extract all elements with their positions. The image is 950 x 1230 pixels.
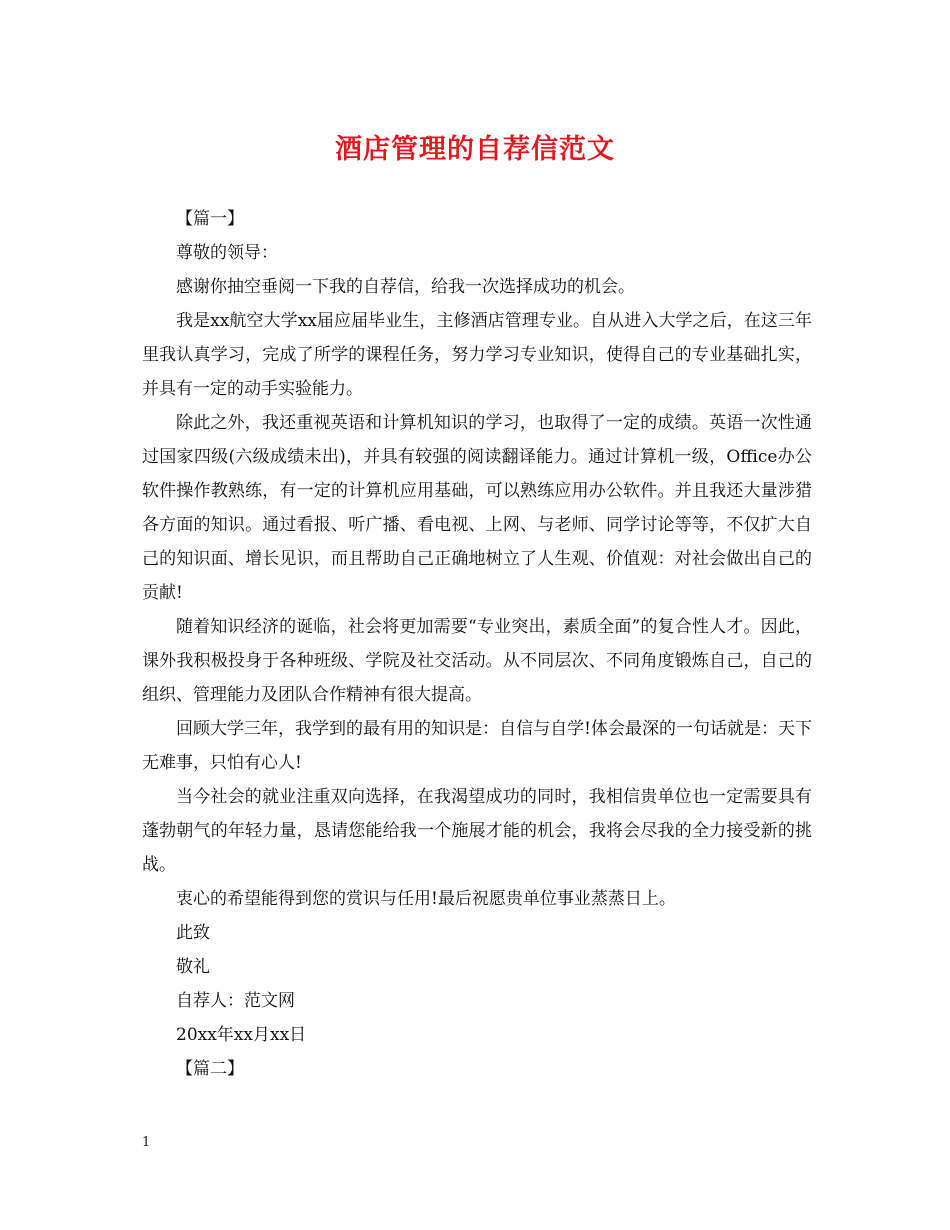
paragraph-skills: 除此之外，我还重视英语和计算机知识的学习，也取得了一定的成绩。英语一次性通过国家四级(六级成绩未出)，并具有较强的阅读翻译能力。通过计算机一级，Office办公软件操作教熟练，有一定的计算机应用基础，可以熟练应用办公软件。并且我还大量涉猎各方面的知识。通过看报、听广播、看电视、上网、与老师、同学讨论等等，不仅扩大自己的知识面、增长见识，而且帮助自己正确地树立了人生观、价值观：对社会做出自己的贡献! (142, 413, 812, 603)
closing-line-1: 此致 (176, 923, 210, 943)
salutation: 尊敬的领导： (176, 243, 278, 263)
paragraph-thanks: 感谢你抽空垂阅一下我的自荐信，给我一次选择成功的机会。 (176, 277, 635, 297)
page-number: 1 (142, 1135, 151, 1150)
section-heading-1: 【篇一】 (176, 209, 244, 229)
document-title: 酒店管理的自荐信范文 (335, 134, 615, 165)
closing-line-2: 敬礼 (176, 957, 210, 977)
paragraph-wishes: 衷心的希望能得到您的赏识与任用!最后祝愿贵单位事业蒸蒸日上。 (176, 889, 676, 909)
section-heading-2: 【篇二】 (176, 1059, 244, 1079)
paragraph-education: 我是xx航空大学xx届应届毕业生，主修酒店管理专业。自从进入大学之后，在这三年里我认真学习，完成了所学的课程任务，努力学习专业知识，使得自己的专业基础扎实，并具有一定的动手实验能力。 (142, 311, 812, 399)
paragraph-request: 当今社会的就业注重双向选择，在我渴望成功的同时，我相信贵单位也一定需要具有蓬勃朝气的年轻力量，恳请您能给我一个施展才能的机会，我将会尽我的全力接受新的挑战。 (142, 787, 812, 875)
signature: 自荐人：范文网 (176, 991, 295, 1011)
paragraph-review: 回顾大学三年，我学到的最有用的知识是：自信与自学!体会最深的一句话就是：天下无难事，只怕有心人! (142, 719, 812, 773)
letter-date: 20xx年xx月xx日 (176, 1025, 307, 1045)
paragraph-activities: 随着知识经济的诞临，社会将更加需要“专业突出，素质全面”的复合性人才。因此，课外我积极投身于各种班级、学院及社交活动。从不同层次、不同角度锻炼自己，自己的组织、管理能力及团队合作精神有很大提高。 (142, 617, 812, 705)
document-body (142, 202, 812, 1086)
